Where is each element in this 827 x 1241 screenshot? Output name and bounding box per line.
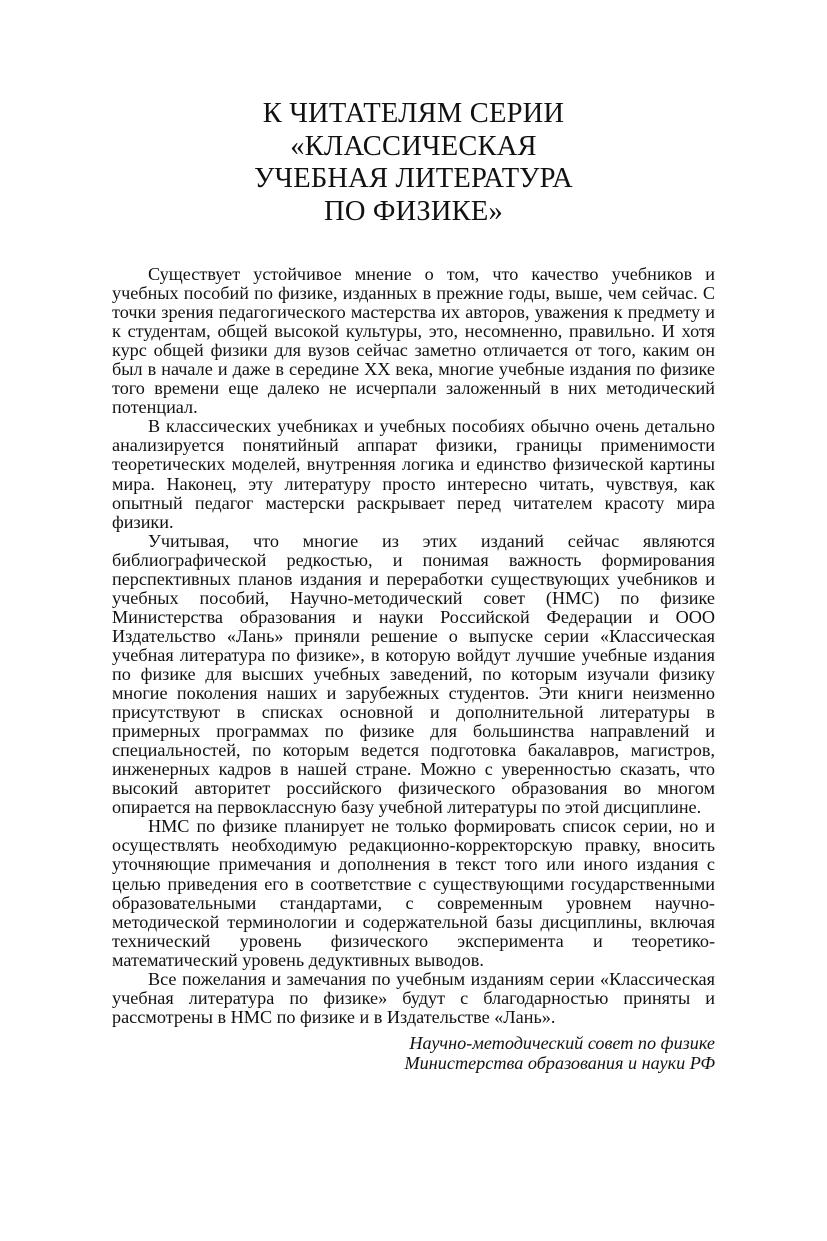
page	[112, 98, 715, 1073]
signature	[112, 1033, 715, 1073]
paragraph-2: В классических учебниках и учебных пособиях обычно очень детально анализируется понятийный аппарат физики, границы применимости теоретических моделей, внутренняя логика и единство физической картины мира. Наконец, эту литературу просто интересно читать, чувствуя, как опытный педагог мастерски раскрывает перед читателем красоту мира физики.	[112, 416, 715, 532]
title-line-1: К ЧИТАТЕЛЯМ СЕРИИ	[262, 98, 565, 129]
signature-line-1: Научно-методический совет по физике	[409, 1032, 715, 1053]
page-title	[112, 98, 715, 228]
paragraph-4: НМС по физике планирует не только формировать список серии, но и осуществлять необходимую редакционно-корректорскую правку, вносить уточняющие примечания и дополнения в текст того или иного издания с целью приведения его в соответствие с существующими государственными образовательными стандартами, с современным уровнем научно-методической терминологии и содержательной базы дисциплины, включая технический уровень физического эксперимента и теоретико-математический уровень дедуктивных выводов.	[112, 816, 715, 970]
paragraph-1: Существует устойчивое мнение о том, что качество учебников и учебных пособий по физике, изданных в прежние годы, выше, чем сейчас. С точки зрения педагогического мастерства их авторов, уважения к предмету и к студентам, общей высокой культуры, это, несомненно, правильно. И хотя курс общей физики для вузов сейчас заметно отличается от того, каким он был в начале и даже в середине XX века, многие учебные издания по физике того времени еще далеко не исчерпали заложенный в них методический потенциал.	[112, 264, 715, 418]
paragraph-5: Все пожелания и замечания по учебным изданиям серии «Классическая учебная литература по физике» будут с благодарностью приняты и рассмотрены в НМС по физике и в Издательстве «Лань».	[112, 968, 715, 1027]
paragraph-3: Учитывая, что многие из этих изданий сейчас являются библиографической редкостью, и понимая важность формирования перспективных планов издания и переработки существующих учебников и учебных пособий, Научно-методический совет (НМС) по физике Министерства образования и науки Российской Федерации и ООО Издательство «Лань» приняли решение о выпуске серии «Классическая учебная литература по физике», в которую войдут лучшие учебные издания по физике для высших учебных заведений, по которым изучали физику многие поколения наших и зарубежных студентов. Эти книги неизменно присутствуют в списках основной и дополнительной литературы в примерных программах по физике для большинства направлений и специальностей, по которым ведется подготовка бакалавров, магистров, инженерных кадров в нашей стране. Можно с уверенностью сказать, что высокий авторитет российского физического образования во многом опирается на первоклассную базу учебной литературы по этой дисциплине.	[112, 530, 715, 818]
title-line-3: УЧЕБНАЯ ЛИТЕРАТУРА	[254, 163, 573, 194]
body-text	[112, 265, 715, 1027]
title-line-4: ПО ФИЗИКЕ»	[324, 195, 503, 227]
signature-line-2: Министерства образования и науки РФ	[404, 1052, 715, 1073]
title-line-2: «КЛАССИЧЕСКАЯ	[290, 130, 537, 162]
